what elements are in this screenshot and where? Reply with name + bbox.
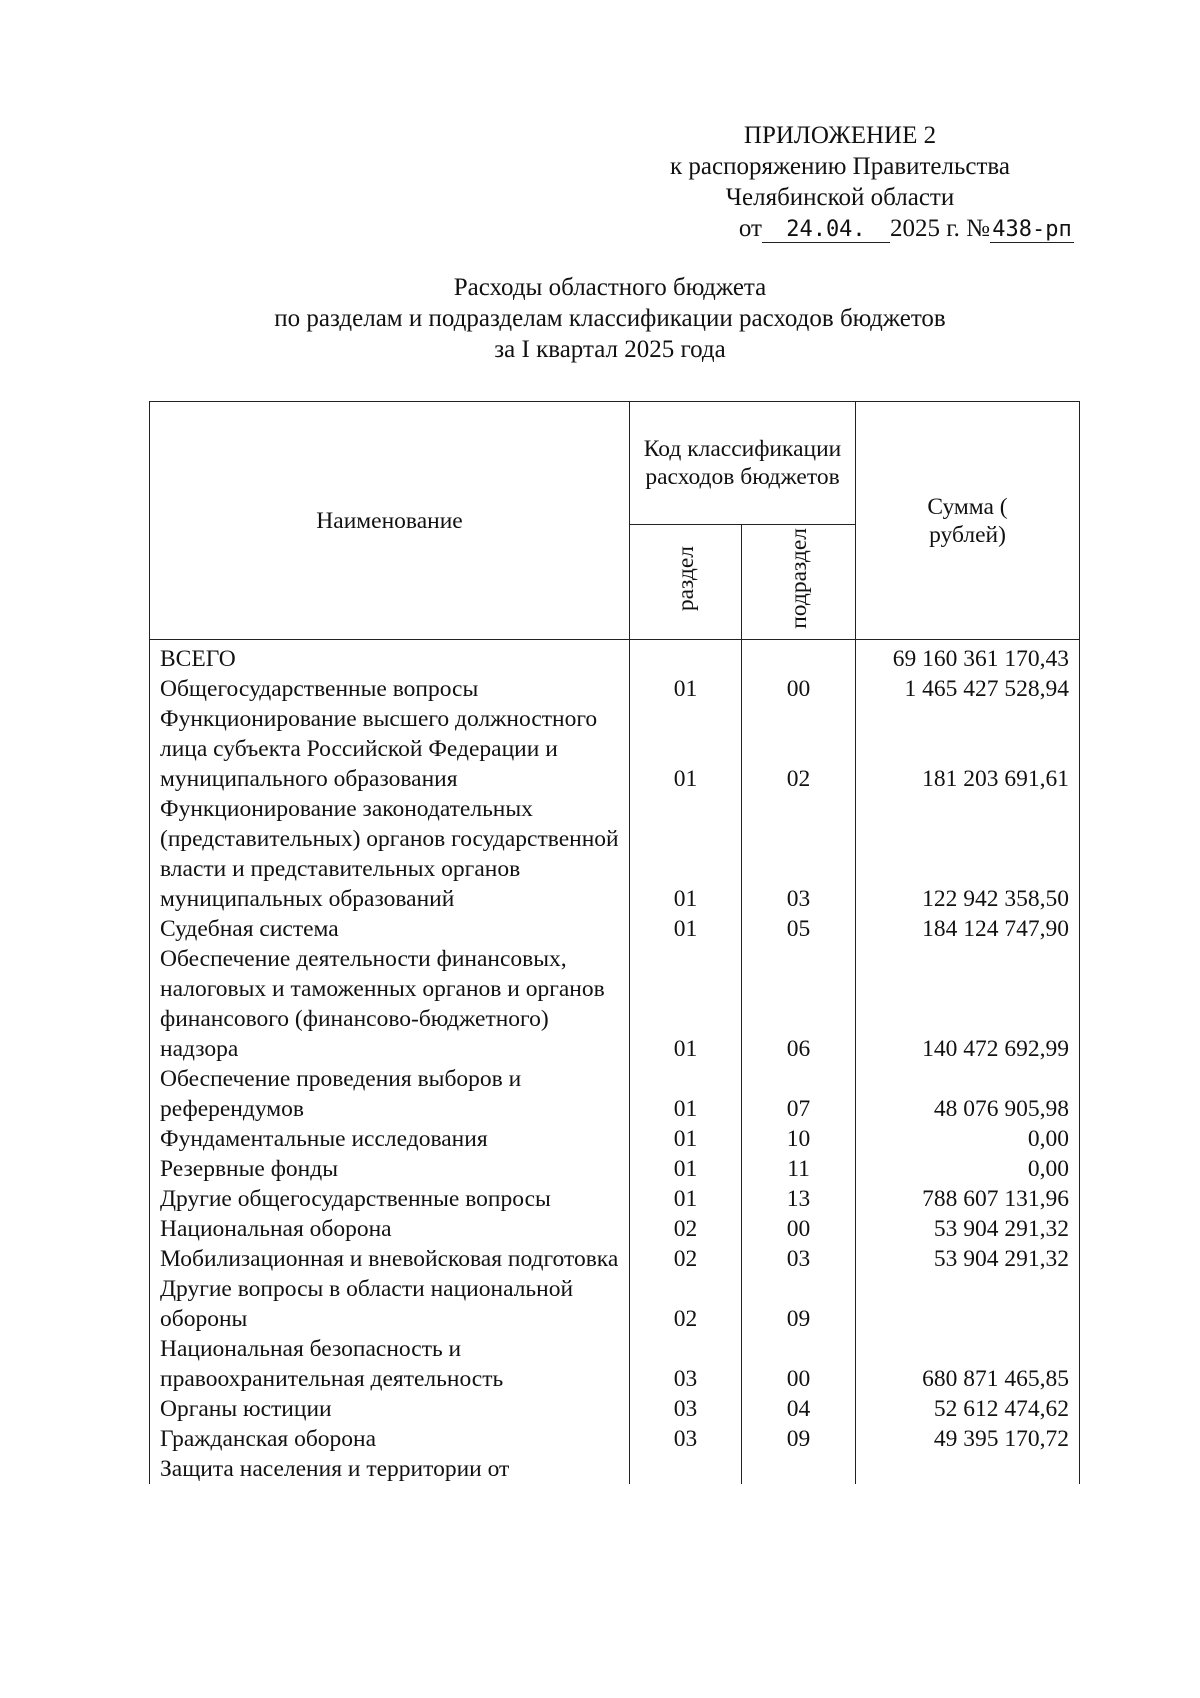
row-name: Гражданская оборона (150, 1424, 630, 1454)
row-name: Обеспечение деятельности финансовых, налоговых и таможенных органов и органов финансового (финансово-бюджетного) надзора (150, 944, 630, 1064)
row-subsection-code: 07 (742, 1064, 856, 1124)
row-subsection-code (742, 640, 856, 675)
row-subsection-code: 00 (742, 674, 856, 704)
row-subsection-code: 09 (742, 1274, 856, 1334)
table-row (150, 1394, 1080, 1424)
row-section-code: 01 (630, 1124, 742, 1154)
row-name: Функционирование высшего должностного лица субъекта Российской Федерации и муниципального образования (150, 704, 630, 794)
row-section-code (630, 1454, 742, 1484)
from-prefix: от (738, 215, 762, 242)
row-name: Мобилизационная и вневойсковая подготовка (150, 1244, 630, 1274)
row-section-code: 01 (630, 1184, 742, 1214)
order-number: 438-рп (990, 218, 1074, 243)
row-sum: 181 203 691,61 (856, 704, 1080, 794)
row-subsection-code: 05 (742, 914, 856, 944)
header-sum (856, 402, 1080, 640)
row-subsection-code: 00 (742, 1214, 856, 1244)
title-line-1: Расходы областного бюджета (453, 274, 767, 301)
table-body (150, 640, 1080, 1485)
row-sum: 122 942 358,50 (856, 794, 1080, 914)
row-name: Защита населения и территории от (150, 1454, 630, 1484)
row-sum (856, 1274, 1080, 1334)
year-suffix: 2025 г. № (889, 215, 990, 242)
row-subsection-code: 03 (742, 1244, 856, 1274)
row-sum: 140 472 692,99 (856, 944, 1080, 1064)
row-name: Национальная оборона (150, 1214, 630, 1244)
row-sum: 53 904 291,32 (856, 1244, 1080, 1274)
row-name: Резервные фонды (150, 1154, 630, 1184)
row-sum: 680 871 465,85 (856, 1334, 1080, 1394)
header-section-label: раздел (672, 545, 699, 612)
table-row (150, 1154, 1080, 1184)
row-subsection-code: 11 (742, 1154, 856, 1184)
title-line-3: за I квартал 2025 года (494, 336, 726, 363)
row-sum: 69 160 361 170,43 (856, 640, 1080, 675)
row-section-code: 02 (630, 1244, 742, 1274)
document-title (140, 272, 1080, 365)
table-row (150, 1244, 1080, 1274)
row-section-code: 02 (630, 1214, 742, 1244)
header-subsection-label: подраздел (785, 528, 812, 629)
table-row (150, 1424, 1080, 1454)
row-section-code: 01 (630, 794, 742, 914)
table-row (150, 944, 1080, 1064)
table-row (150, 674, 1080, 704)
row-sum: 0,00 (856, 1154, 1080, 1184)
row-section-code: 01 (630, 704, 742, 794)
row-section-code: 03 (630, 1334, 742, 1394)
row-sum: 184 124 747,90 (856, 914, 1080, 944)
row-name: Другие вопросы в области национальной обороны (150, 1274, 630, 1334)
row-subsection-code: 02 (742, 704, 856, 794)
row-sum: 52 612 474,62 (856, 1394, 1080, 1424)
row-subsection-code: 10 (742, 1124, 856, 1154)
row-sum: 0,00 (856, 1124, 1080, 1154)
table-row (150, 914, 1080, 944)
table-row (150, 1214, 1080, 1244)
table-row (150, 794, 1080, 914)
appendix-region-line: Челябинской области (725, 184, 955, 211)
table-row (150, 704, 1080, 794)
row-subsection-code: 06 (742, 944, 856, 1064)
row-subsection-code: 03 (742, 794, 856, 914)
table-row (150, 1124, 1080, 1154)
row-section-code: 03 (630, 1394, 742, 1424)
row-name: Судебная система (150, 914, 630, 944)
row-name: Общегосударственные вопросы (150, 674, 630, 704)
row-name: Органы юстиции (150, 1394, 630, 1424)
row-section-code: 02 (630, 1274, 742, 1334)
row-name: Национальная безопасность и правоохранительная деятельность (150, 1334, 630, 1394)
row-sum: 49 395 170,72 (856, 1424, 1080, 1454)
order-date: 24.04. (762, 218, 890, 243)
table-row (150, 1064, 1080, 1124)
table-row (150, 1454, 1080, 1484)
table-row (150, 1184, 1080, 1214)
row-name: Фундаментальные исследования (150, 1124, 630, 1154)
row-section-code: 01 (630, 914, 742, 944)
row-name: Обеспечение проведения выборов и референдумов (150, 1064, 630, 1124)
table-row (150, 1274, 1080, 1334)
header-subsection (742, 525, 856, 640)
row-subsection-code (742, 1454, 856, 1484)
row-section-code: 01 (630, 1064, 742, 1124)
appendix-header (600, 120, 1080, 244)
row-name: Функционирование законодательных (представительных) органов государственной власти и представительных органов муниципальных образований (150, 794, 630, 914)
row-section-code: 01 (630, 1154, 742, 1184)
expenditure-table (149, 401, 1080, 1484)
row-sum: 53 904 291,32 (856, 1214, 1080, 1244)
header-name: Наименование (150, 402, 630, 640)
row-name: Другие общегосударственные вопросы (150, 1184, 630, 1214)
appendix-order-line: к распоряжению Правительства (669, 153, 1010, 180)
header-code-group: Код классификации расходов бюджетов (630, 402, 856, 525)
row-section-code (630, 640, 742, 675)
row-subsection-code: 00 (742, 1334, 856, 1394)
appendix-date-line (600, 213, 1080, 244)
table-row (150, 1334, 1080, 1394)
row-section-code: 01 (630, 674, 742, 704)
row-sum: 1 465 427 528,94 (856, 674, 1080, 704)
table-row (150, 640, 1080, 675)
appendix-label: ПРИЛОЖЕНИЕ 2 (743, 122, 937, 149)
header-section (630, 525, 742, 640)
row-subsection-code: 09 (742, 1424, 856, 1454)
row-name: ВСЕГО (150, 640, 630, 675)
title-line-2: по разделам и подразделам классификации расходов бюджетов (274, 305, 946, 332)
row-sum: 788 607 131,96 (856, 1184, 1080, 1214)
row-subsection-code: 13 (742, 1184, 856, 1214)
row-subsection-code: 04 (742, 1394, 856, 1424)
header-sum-label: Сумма ( рублей) (927, 493, 1008, 548)
row-section-code: 01 (630, 944, 742, 1064)
row-sum: 48 076 905,98 (856, 1064, 1080, 1124)
row-sum (856, 1454, 1080, 1484)
row-section-code: 03 (630, 1424, 742, 1454)
